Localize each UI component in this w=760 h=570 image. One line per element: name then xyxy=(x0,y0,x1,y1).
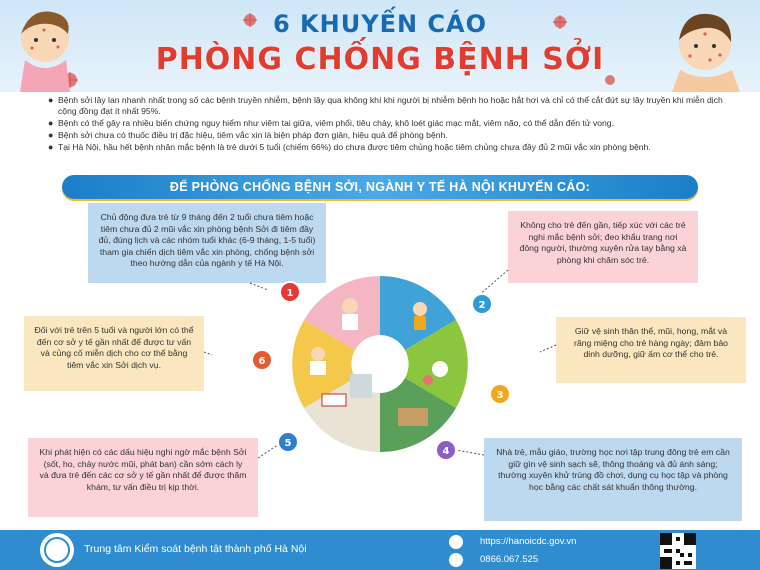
recommendation-3-text: Giữ vệ sinh thân thể, mũi, họng, mắt và răng miệng cho trẻ hàng ngày; đảm bảo dinh dưỡng, giữ ấm cơ thể cho trẻ. xyxy=(573,326,729,360)
recommendation-1-box xyxy=(88,203,326,283)
svg-text:4: 4 xyxy=(442,446,450,457)
list-item: ● Bệnh có thể gây ra nhiều biến chứng nguy hiểm như viêm tai giữa, viêm phổi, tiêu chảy, khô loét giác mạc mắt, viêm não, có thể dẫn đến tử vong. xyxy=(48,118,614,128)
recommendation-1-text: Chủ động đưa trẻ từ 9 tháng đến 2 tuổi chưa tiêm hoặc tiêm chưa đủ 2 mũi vắc xin phòng bệnh Sởi đi tiêm đầy đủ, đúng lịch và các nhóm tuổi khác (6-9 tháng, 1-5 tuổi) tham gia chiến dịch tiêm vắc xin phòng, chống bệnh sởi theo hướng dẫn của ngành y tế Hà Nội. xyxy=(98,212,316,269)
doctor-consult-illustration xyxy=(310,347,326,375)
list-item: ● Bệnh sởi lây lan nhanh nhất trong số các bệnh truyền nhiễm, bệnh lây qua không khí khi người bị nhiễm bệnh ho hoặc hắt hơi và chỉ có thể cắt đứt sự lây truyền khi miễn dịch cộng đồng đạt ít nhất 95%. xyxy=(48,95,723,116)
recommendation-6-text: Đối với trẻ trên 5 tuổi và người lớn có thể đến cơ sở y tế gần nhất để được tư vấn và củng cố miễn dịch cho cơ thể bằng tiêm vắc xin Sởi dịch vụ. xyxy=(34,325,194,370)
svg-text:6: 6 xyxy=(258,356,266,367)
recommendation-2-box xyxy=(508,211,698,283)
recommendation-wheel xyxy=(200,274,560,466)
header xyxy=(0,0,760,92)
svg-text:1: 1 xyxy=(286,288,294,299)
bullet-icon: ● xyxy=(48,130,54,140)
nurse-vaccinating-illustration xyxy=(342,298,358,330)
organization-name: Trung tâm Kiểm soát bệnh tật thành phố Hà Nội xyxy=(84,543,307,555)
logo-ring-icon xyxy=(44,537,70,563)
list-item: ● Bệnh sởi chưa có thuốc điều trị đặc hiệu, tiêm vắc xin là biện pháp đơn giản, hiệu quả để phòng bệnh. xyxy=(48,130,448,140)
recommendation-6-box xyxy=(24,316,204,391)
recommendation-3-box xyxy=(556,317,746,383)
website-link[interactable]: https://hanoicdc.gov.vn xyxy=(480,536,577,547)
banner-text: ĐỂ PHÒNG CHỐNG BỆNH SỞI, NGÀNH Y TẾ HÀ NỘI KHUYẾN CÁO: xyxy=(169,180,591,194)
recommendation-5-text: Khi phát hiện có các dấu hiệu nghi ngờ mắc bệnh Sởi (sốt, ho, chảy nước mũi, phát ban) cần sớm cách ly và đưa trẻ đến các cơ sở y tế gần nhất để được thăm khám, tư vấn điều trị kịp thời. xyxy=(39,447,247,492)
sub-title: 6 KHUYẾN CÁO xyxy=(272,10,488,38)
globe-icon xyxy=(449,535,463,549)
badge-3 xyxy=(490,384,510,404)
badge-1 xyxy=(280,282,300,302)
cdc-logo xyxy=(40,533,74,567)
footer xyxy=(0,530,760,570)
svg-text:3: 3 xyxy=(496,390,504,401)
bullet-icon: ● xyxy=(48,142,54,152)
svg-text:5: 5 xyxy=(284,438,292,449)
classroom-illustration xyxy=(398,408,428,426)
main-title: PHÒNG CHỐNG BỆNH SỞI xyxy=(155,42,605,77)
svg-text:2: 2 xyxy=(478,300,486,311)
qr-code-icon xyxy=(660,533,696,569)
phone-icon xyxy=(449,553,463,567)
intro-bullets xyxy=(48,95,738,154)
phone-number: 0866.067.525 xyxy=(480,554,539,565)
badge-4 xyxy=(436,440,456,460)
handwashing-illustration xyxy=(413,302,427,330)
badge-2 xyxy=(472,294,492,314)
badge-5 xyxy=(278,432,298,452)
badge-6 xyxy=(252,350,272,370)
list-item: ● Tại Hà Nội, hầu hết bệnh nhân mắc bệnh là trẻ dưới 5 tuổi (chiếm 66%) do chưa được tiêm chủng hoặc tiêm chủng chưa đầy đủ 2 mũi vắc xin phòng bệnh. xyxy=(48,142,651,152)
recommendation-banner xyxy=(62,175,698,199)
bullet-icon: ● xyxy=(48,118,54,128)
recommendation-2-text: Không cho trẻ đến gần, tiếp xúc với các trẻ nghi mắc bệnh sởi; đeo khẩu trang nơi đông người, thường xuyên rửa tay bằng xà phòng khi chăm sóc trẻ. xyxy=(519,220,687,265)
bullet-icon: ● xyxy=(48,95,54,105)
recommendation-4-text: Nhà trẻ, mẫu giáo, trường học nơi tập trung đông trẻ em cần giữ gìn vệ sinh sạch sẽ, thông thoáng và đủ ánh sáng; thường xuyên khử trùng đồ chơi, dụng cụ học tập và phòng học bằng các chất sát khuẩn thông thường. xyxy=(496,447,730,492)
